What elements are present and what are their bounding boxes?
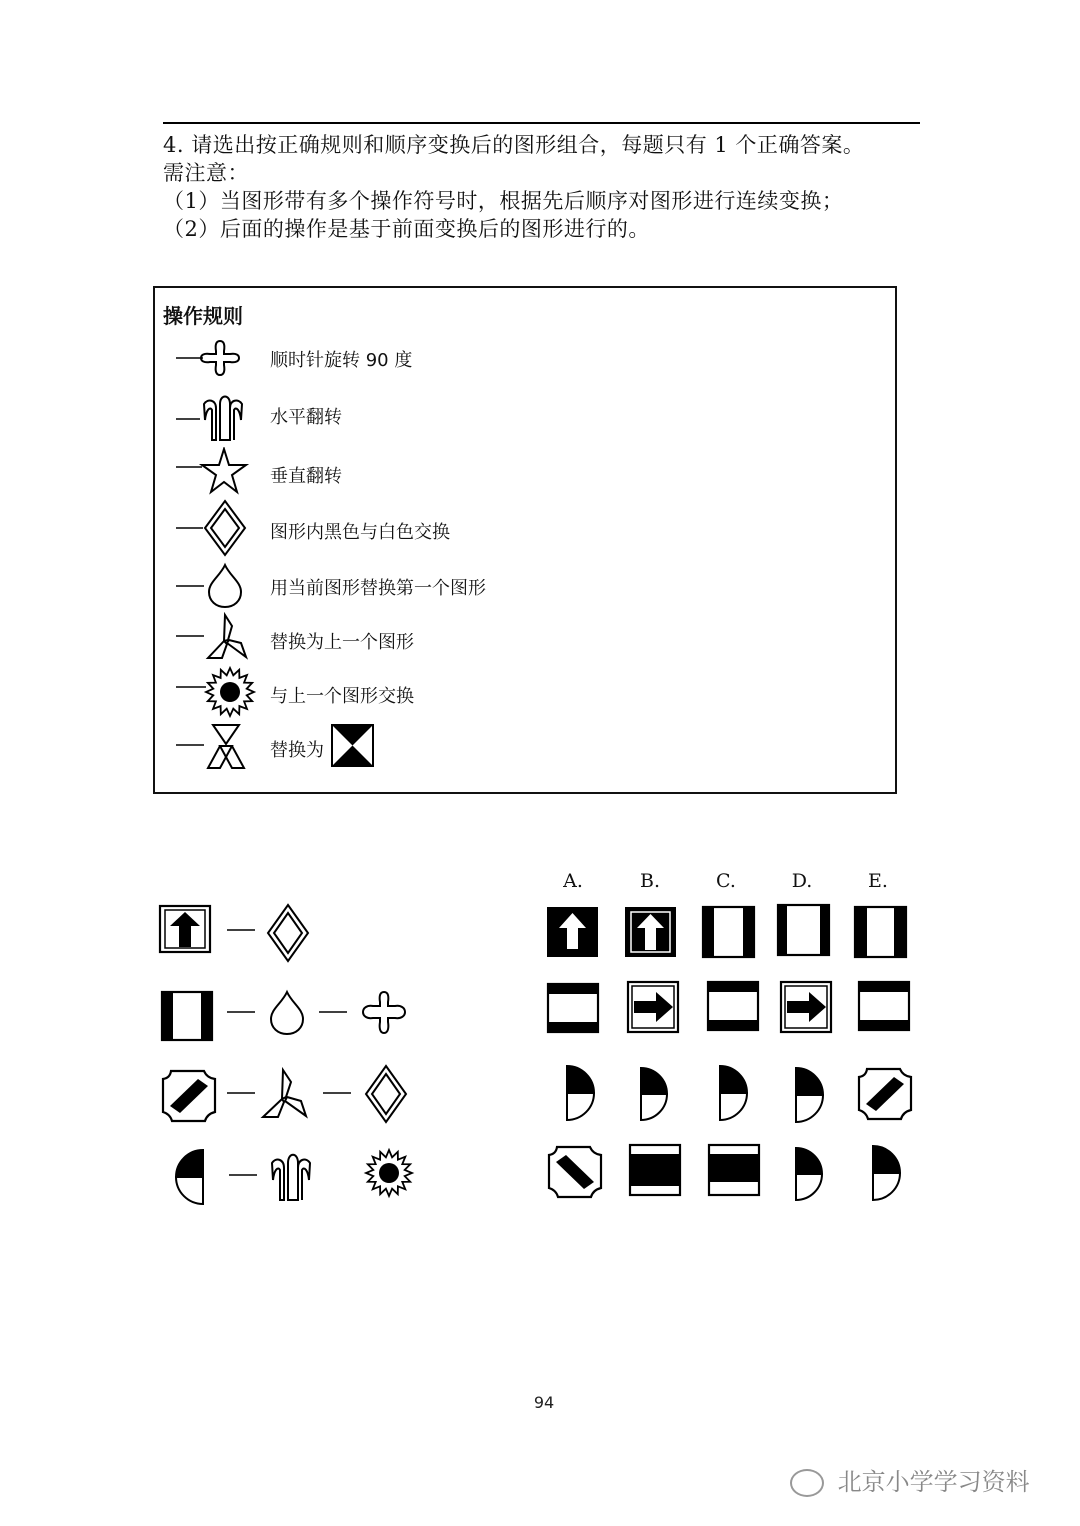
rules-box: [153, 286, 897, 794]
option-2c[interactable]: [706, 980, 760, 1032]
rules-title: 操作规则: [163, 304, 243, 328]
watermark-text: 北京小学学习资料: [837, 1468, 1030, 1496]
problem-4-ops: [225, 1146, 415, 1206]
option-4e[interactable]: [870, 1144, 904, 1202]
option-1e[interactable]: [853, 905, 909, 959]
problem-3-ops: [225, 1064, 415, 1126]
rule-text-rotate: 顺时针旋转 90 度: [270, 350, 413, 371]
question-line-3: （1）当图形带有多个操作符号时，根据先后顺序对图形进行连续变换；: [163, 189, 844, 213]
option-1a[interactable]: [545, 905, 601, 959]
option-1b[interactable]: [623, 905, 679, 959]
question-line-1: 4. 请选出按正确规则和顺序变换后的图形组合，每题只有 1 个正确答案。: [163, 133, 865, 157]
diamond-icon: [170, 499, 250, 557]
rule-text-replace-with: 替换为: [270, 740, 324, 761]
option-label-a: A.: [563, 870, 583, 892]
rule-text-vflip: 垂直翻转: [270, 466, 342, 487]
option-1d[interactable]: [776, 903, 832, 957]
question-line-2: 需注意：: [163, 161, 249, 185]
header-rule: [163, 122, 920, 124]
rule-text-hflip: 水平翻转: [270, 407, 342, 428]
option-label-b: B.: [639, 870, 660, 892]
problem-4-shape: [172, 1148, 206, 1206]
fountain-icon: [170, 390, 250, 442]
option-4a[interactable]: [546, 1144, 604, 1200]
cross-icon: [170, 333, 250, 383]
option-2d[interactable]: [779, 980, 833, 1034]
star-icon: [170, 447, 250, 497]
option-3c[interactable]: [717, 1064, 751, 1122]
option-2a[interactable]: [546, 982, 600, 1034]
option-3b[interactable]: [638, 1066, 672, 1122]
problem-2-shape: [160, 990, 216, 1042]
option-3e[interactable]: [856, 1066, 914, 1122]
hourglass-square-icon: [331, 724, 375, 768]
watermark: [790, 1462, 1030, 1497]
drop-icon: [170, 562, 250, 610]
rule-text-invert: 图形内黑色与白色交换: [270, 522, 450, 543]
option-4d[interactable]: [793, 1146, 827, 1202]
option-label-e: E.: [868, 870, 888, 892]
problem-3-shape: [160, 1068, 218, 1124]
option-4c[interactable]: [707, 1143, 761, 1197]
option-3a[interactable]: [564, 1064, 600, 1122]
rule-text-swap-prev: 与上一个图形交换: [270, 686, 414, 707]
rule-text-replace-prev: 替换为上一个图形: [270, 632, 414, 653]
option-4b[interactable]: [628, 1143, 682, 1197]
pinwheel-icon: [170, 612, 250, 662]
problem-1-op-diamond: [225, 903, 315, 965]
rule-text-replace-first: 用当前图形替换第一个图形: [270, 578, 486, 599]
option-2e[interactable]: [857, 980, 911, 1032]
option-3d[interactable]: [793, 1066, 827, 1124]
option-label-d: D.: [791, 870, 813, 892]
problem-2-ops: [225, 988, 410, 1040]
option-2b[interactable]: [626, 980, 680, 1034]
option-1c[interactable]: [701, 905, 757, 959]
option-label-c: C.: [716, 870, 736, 892]
trefoil-icon: [170, 722, 250, 772]
question-line-4: （2）后面的操作是基于前面变换后的图形进行的。: [163, 217, 650, 241]
sun-icon: [170, 665, 260, 720]
page-number: 94: [533, 1393, 555, 1412]
wechat-icon: [790, 1469, 824, 1497]
problem-1-shape: [158, 904, 214, 956]
